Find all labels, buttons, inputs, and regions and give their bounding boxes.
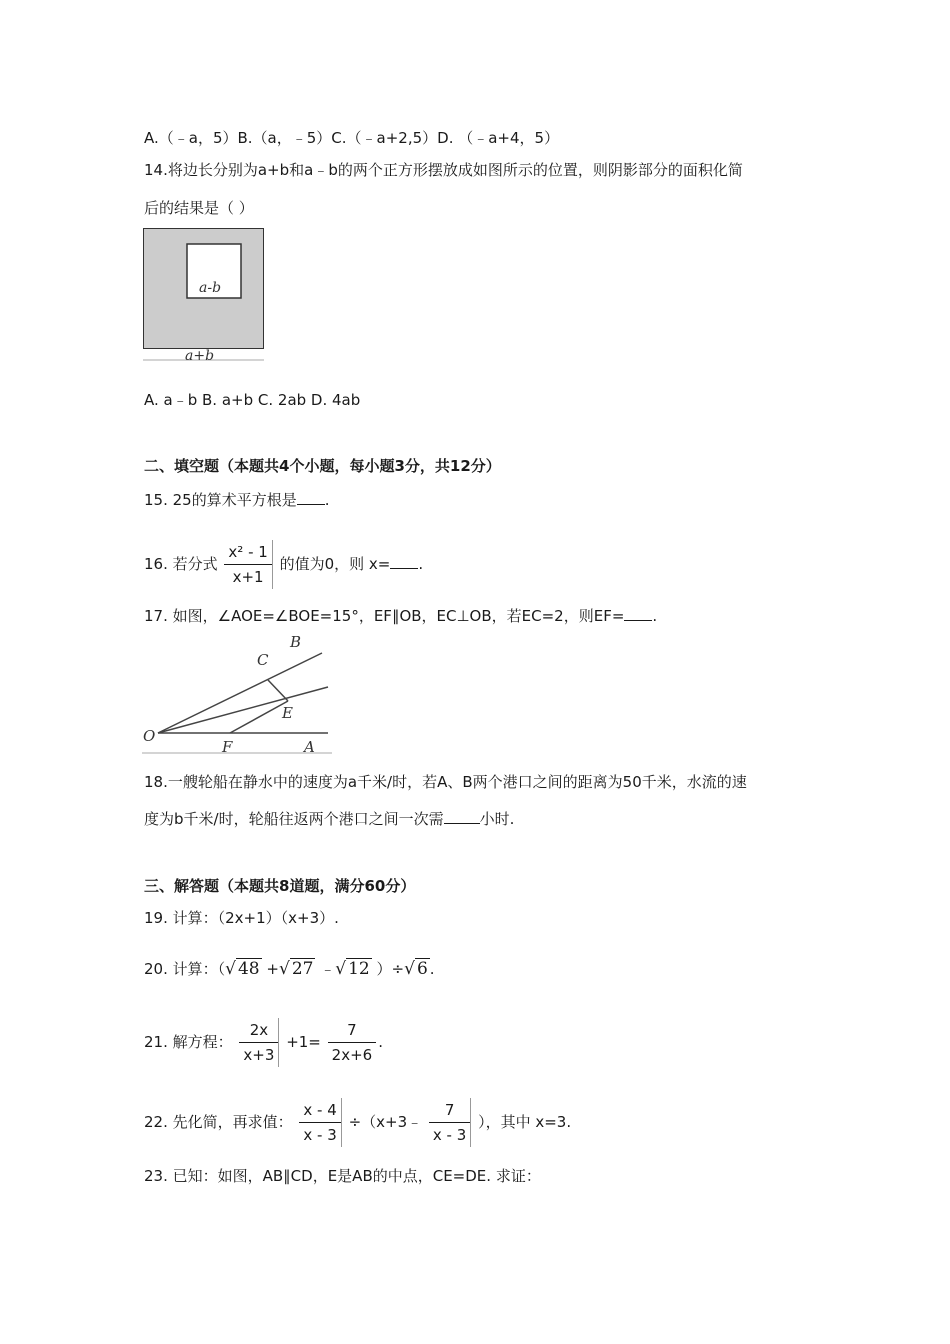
section2-title: 二、填空题（本题共4个小题，每小题3分，共12分） (144, 457, 501, 475)
q21-mid: +1= (286, 1033, 321, 1051)
q17-blank (624, 606, 652, 621)
q16-prefix: 16. 若分式 (144, 555, 218, 573)
q15-blank (297, 490, 325, 505)
q21-end: . (378, 1033, 383, 1051)
sqrt-27: √ 27 (278, 959, 314, 979)
q22-denominator-right: x - 3 (432, 1126, 467, 1144)
label-O: O (143, 727, 156, 745)
q22-suffix: ），其中 x=3. (478, 1113, 572, 1131)
label-B: B (290, 633, 302, 651)
q18-line2-prefix: 度为b千米/时，轮船往返两个港口之间一次需 (144, 810, 444, 828)
q18-blank (444, 809, 480, 824)
segment-EC (268, 680, 288, 701)
q14-squares-figure (143, 228, 265, 364)
q14-line2: 后的结果是（ ） (144, 199, 254, 217)
q20 (144, 956, 435, 982)
q20-prefix: 20. 计算：（ (144, 960, 226, 978)
sqrt-12: √ 12 (335, 959, 370, 979)
q16 (144, 540, 423, 589)
q20-minus: ﹣ (320, 960, 336, 978)
q16-suffix: 的值为0，则 x= (279, 555, 391, 573)
q13-options: A.（﹣a，5）B.（a，﹣5）C.（﹣a+2,5）D. （﹣a+4，5） (144, 129, 560, 147)
inner-square-label: a-b (199, 280, 222, 296)
q16-end: . (418, 555, 424, 573)
q22-denominator-left: x - 3 (303, 1126, 337, 1144)
q17-text: 17. 如图，∠AOE=∠BOE=15°，EF∥OB，EC⊥OB，若EC=2，则EF= (144, 607, 625, 625)
q19: 19. 计算：（2x+1）（x+3）. (144, 909, 339, 927)
q21-fraction-left (239, 1018, 279, 1067)
label-A: A (304, 738, 315, 755)
outer-square-label: a+b (185, 348, 215, 364)
sqrt-48: √ 48 (225, 959, 260, 979)
q16-fraction (224, 540, 272, 589)
q22 (144, 1098, 571, 1147)
q14-options: A. a﹣b B. a+b C. 2ab D. 4ab (144, 391, 361, 409)
q22-prefix: 22. 先化简，再求值： (144, 1113, 293, 1131)
q18-line2-suffix: 小时. (479, 810, 515, 828)
q20-plus: + (266, 960, 279, 978)
q15-text: 15. 25的算术平方根是 (144, 491, 297, 509)
q22-fraction-right (429, 1098, 471, 1147)
q22-numerator-left: x - 4 (299, 1098, 340, 1123)
q20-close: ）÷ (376, 960, 405, 978)
q15 (144, 490, 330, 510)
q21-fraction-right (328, 1018, 377, 1067)
q15-end: . (324, 491, 330, 509)
sqrt-6: √ 6 (404, 959, 428, 979)
q16-denominator: x+1 (232, 568, 264, 586)
q17-end: . (652, 607, 658, 625)
q17-angle-figure (142, 633, 332, 755)
q23: 23. 已知：如图，AB∥CD，E是AB的中点，CE=DE. 求证： (144, 1167, 541, 1185)
section3-title: 三、解答题（本题共8道题，满分60分） (144, 877, 416, 895)
q17 (144, 606, 657, 626)
q21-prefix: 21. 解方程： (144, 1033, 233, 1051)
q20-end: . (429, 960, 435, 978)
q21-denominator-left: x+3 (243, 1046, 275, 1064)
q16-numerator: x² - 1 (224, 540, 271, 565)
q18-line1: 18.一艘轮船在静水中的速度为a千米/时，若A、B两个港口之间的距离为50千米，水流的速 (144, 773, 747, 791)
label-C: C (257, 651, 269, 669)
q18-line2 (144, 809, 514, 829)
q21-numerator-left: 2x (239, 1018, 278, 1043)
q22-fraction-left (299, 1098, 341, 1147)
q21 (144, 1018, 383, 1067)
label-E: E (282, 704, 293, 722)
q14-line1: 14.将边长分别为a+b和a﹣b的两个正方形摆放成如图所示的位置，则阴影部分的面积化简 (144, 161, 743, 179)
q22-numerator-right: 7 (429, 1098, 470, 1123)
label-F: F (222, 738, 233, 755)
q21-denominator-right: 2x+6 (331, 1046, 373, 1064)
q16-blank (390, 554, 418, 569)
q22-mid: ÷（x+3﹣ (348, 1113, 423, 1131)
ray-OB (158, 653, 322, 733)
q21-numerator-right: 7 (328, 1018, 377, 1043)
